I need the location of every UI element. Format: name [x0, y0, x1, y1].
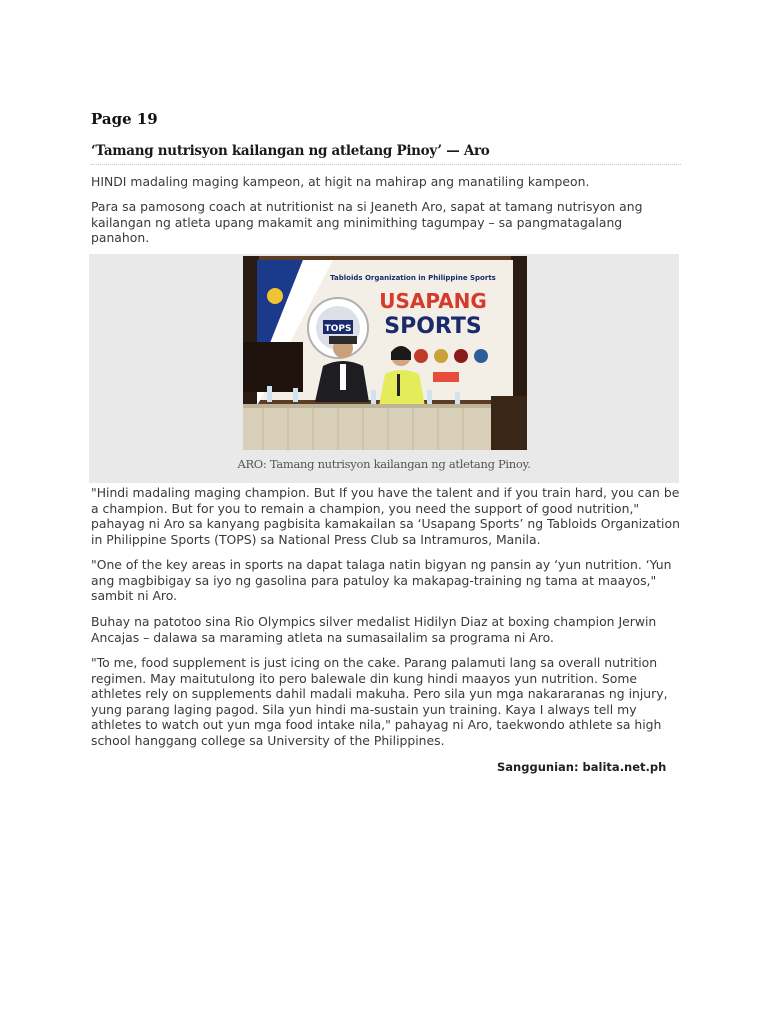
- paragraph-athletes: Buhay na patotoo sina Rio Olympics silver medalist Hidilyn Diaz at boxing champion Jerwin Ancajas – dalawa sa maraming atleta na sumasailalim sa programa ni Aro.: [91, 614, 657, 645]
- logo-text: TOPS: [324, 324, 352, 334]
- press-conference-image: [243, 256, 527, 450]
- banner-org-text: Tabloids Organization in Philippine Sports: [330, 274, 496, 282]
- banner-usapang: USAPANG: [379, 289, 487, 313]
- paragraph-coach: Para sa pamosong coach at nutritionist na si Jeaneth Aro, sapat at tamang nutrisyon ang kailangan ng atleta upang makamit ang minimithing tagumpay – sa pangmatagalang panahon.: [91, 199, 643, 246]
- paragraph-intro: HINDI madaling maging kampeon, at higit na mahirap ang manatiling kampeon.: [91, 174, 590, 189]
- photo-caption: ARO: Tamang nutrisyon kailangan ng atletang Pinoy.: [237, 457, 531, 471]
- paragraph-quote-nutrition: "One of the key areas in sports na dapat talaga natin bigyan ng pansin ay ‘yun nutrition. ‘Yun ang magbibigay sa iyo ng gasolina para patuloy ka makapag-training ng tama at maayos," sambit ni Aro.: [91, 557, 672, 604]
- article-headline: ‘Tamang nutrisyon kailangan ng atletang Pinoy’ — Aro: [91, 143, 681, 165]
- page-label: Page 19: [91, 110, 158, 128]
- article-photo: [243, 256, 527, 450]
- paragraph-quote-supplement: "To me, food supplement is just icing on the cake. Parang palamuti lang sa overall nutrition regimen. May maitutulong ito pero balewale din kung hindi maayos yun nutrition. Some athletes rely on supplements dahil madali makuha. Pero sila yun mga nakararanas ng injury, yung parang laging pagod. Sila yun hindi ma-sustain yun training. Kaya I always tell my athletes to watch out yun mga food intake nila," pahayag ni Aro, taekwondo athlete sa high school hanggang college sa University of the Philippines.: [91, 655, 668, 748]
- article-figure: [89, 254, 679, 483]
- paragraph-quote-champion: "Hindi madaling maging champion. But If you have the talent and if you train hard, you can be a champion. But for you to remain a champion, you need the support of good nutrition," pahayag ni Aro sa kanyang pagbisita kamakailan sa ‘Usapang Sports’ ng Tabloids Organization in Philippine Sports (TOPS) sa National Press Club sa Intramuros, Manila.: [91, 485, 680, 547]
- source-credit: Sanggunian: balita.net.ph: [497, 760, 667, 774]
- banner-sports: SPORTS: [384, 314, 482, 339]
